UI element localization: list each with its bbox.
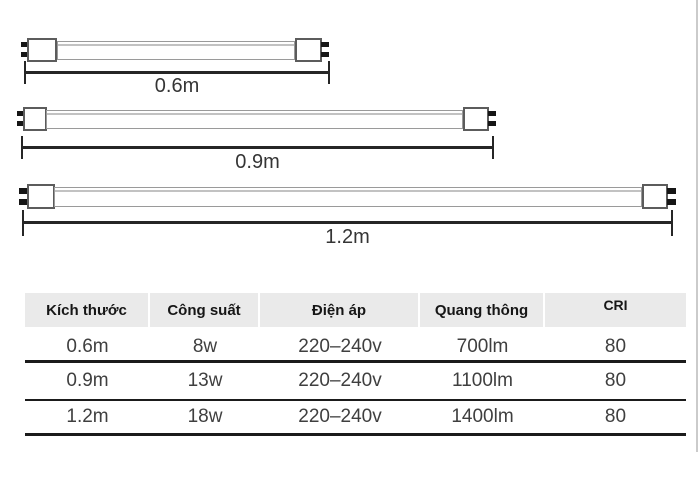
end-cap: [463, 107, 489, 131]
table-cell: 80: [604, 406, 627, 427]
table-row: [25, 327, 686, 360]
spec-table-header: [25, 293, 686, 327]
image-right-edge-line: [696, 0, 698, 452]
tube-body: [54, 187, 642, 207]
column-header-kich-thuoc: Kích thước: [25, 293, 148, 327]
dimension-label: 0.6m: [154, 75, 200, 97]
column-header-quang-thong: Quang thông: [420, 293, 543, 327]
pin-icon: [488, 121, 496, 126]
pin-icon: [667, 199, 676, 205]
table-cell: 220–240v: [298, 335, 382, 357]
table-cell: 80: [604, 335, 627, 357]
table-cell: 1.2m: [66, 406, 109, 427]
table-cell: 18w: [187, 406, 223, 427]
table-cell: 220–240v: [298, 406, 382, 427]
table-cell: 13w: [187, 369, 223, 391]
tube-body: [46, 110, 463, 129]
dimension-line: [22, 221, 673, 224]
pin-icon: [667, 188, 676, 194]
glass-highlight-line: [47, 113, 462, 115]
table-cell: 80: [604, 369, 627, 391]
end-cap: [23, 107, 47, 131]
tube-body: [57, 41, 295, 60]
table-cell: 0.6m: [66, 335, 109, 357]
dimension-label: 0.9m: [235, 151, 280, 173]
table-cell: 220–240v: [298, 369, 382, 391]
end-cap: [295, 38, 322, 62]
end-cap: [27, 38, 57, 62]
column-header-cri: CRI: [545, 293, 686, 327]
dimension-label: 1.2m: [325, 226, 370, 248]
table-cell: 8w: [192, 335, 218, 357]
glass-highlight-line: [55, 190, 641, 192]
table-cell: 700lm: [456, 335, 509, 357]
end-cap: [642, 184, 668, 209]
table-cell: 1400lm: [451, 406, 514, 427]
table-row: [25, 401, 686, 433]
table-cell: 0.9m: [66, 369, 109, 391]
column-header-cong-suat: Công suất: [150, 293, 258, 327]
table-cell: 1100lm: [452, 369, 513, 391]
dimension-line: [24, 71, 330, 74]
table-row: [25, 363, 686, 398]
pin-icon: [321, 42, 329, 47]
glass-highlight-line: [58, 44, 294, 46]
pin-icon: [488, 111, 496, 116]
pin-icon: [321, 52, 329, 57]
table-bottom-rule: [25, 433, 686, 436]
end-cap: [27, 184, 55, 209]
column-header-dien-ap: Điện áp: [260, 293, 418, 327]
dimension-line: [21, 146, 494, 149]
